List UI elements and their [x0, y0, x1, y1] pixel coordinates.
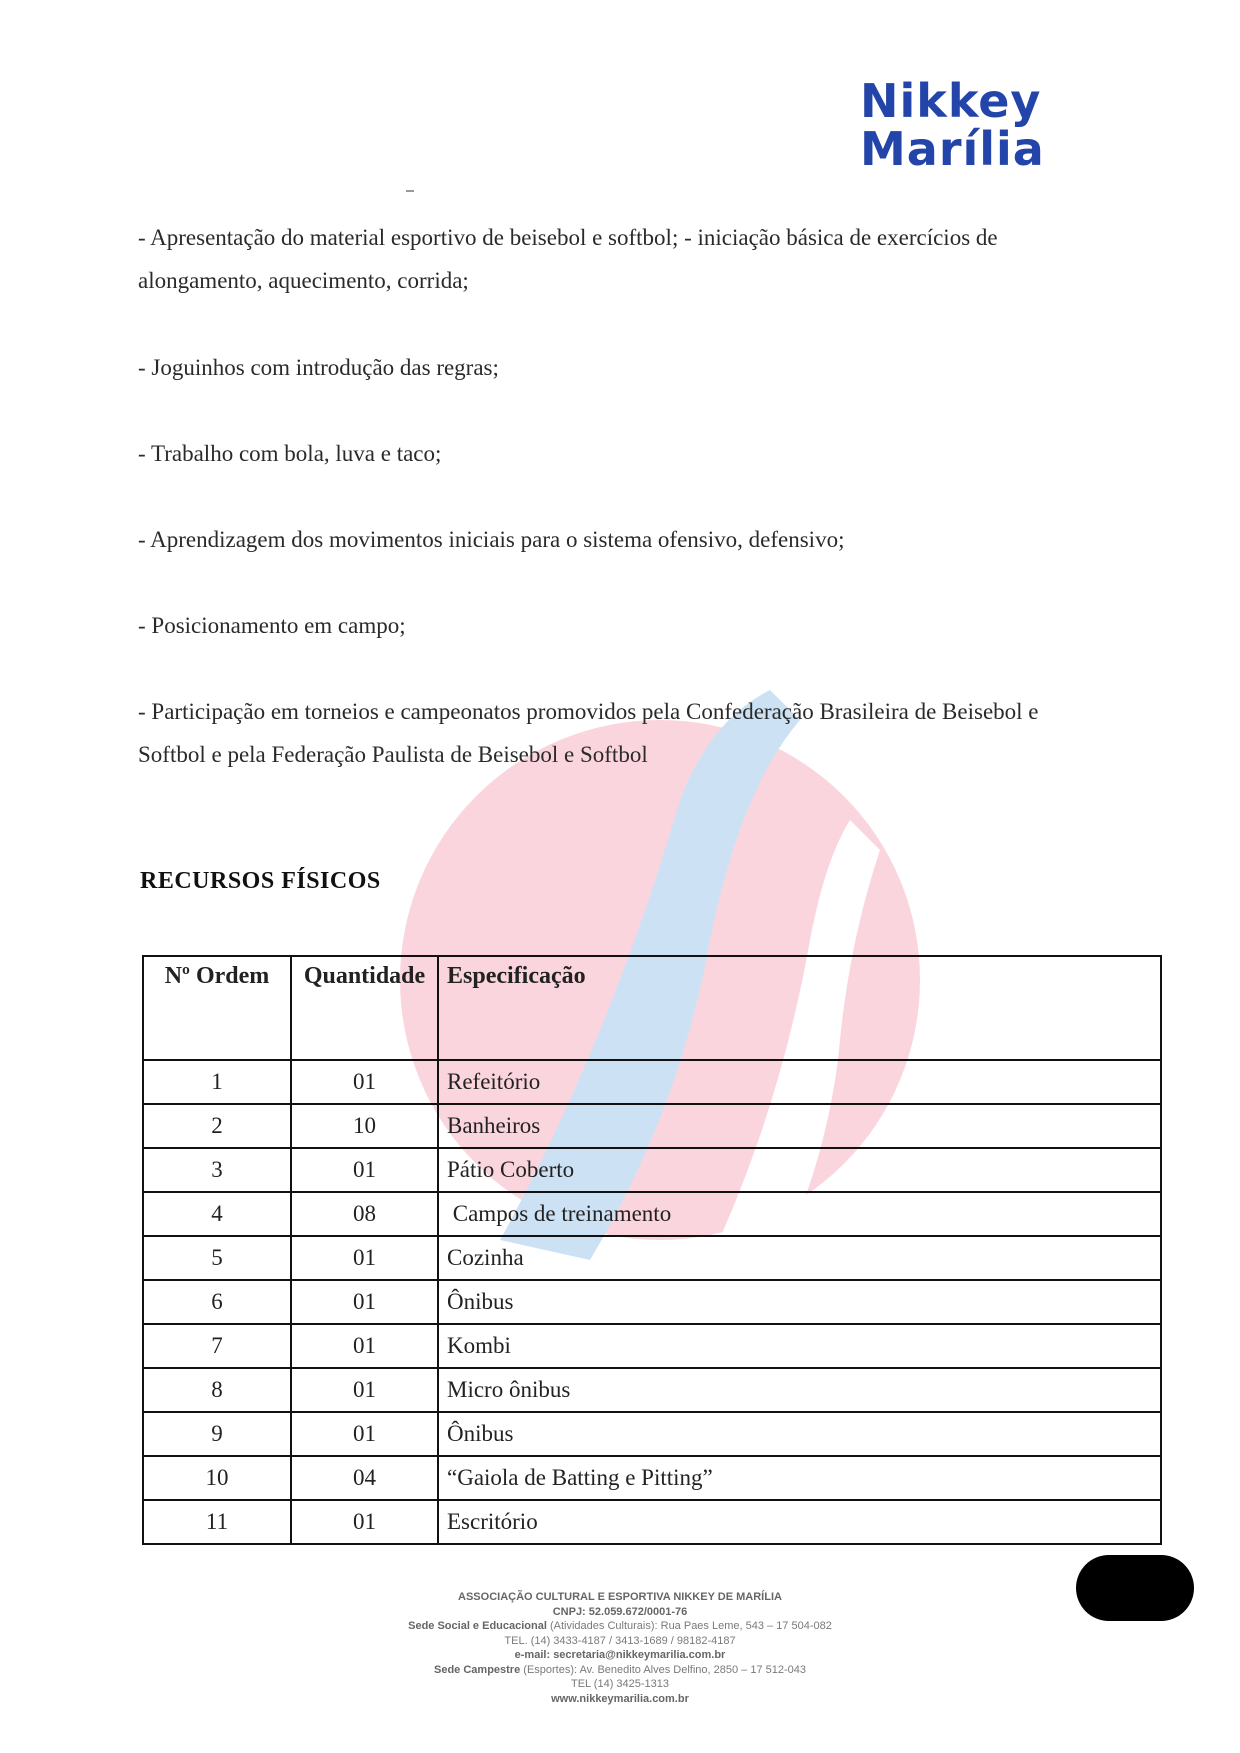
cell-especificacao: Cozinha	[438, 1236, 1161, 1280]
table-row	[143, 1236, 1161, 1280]
footer-website: www.nikkeymarilia.com.br	[551, 1692, 689, 1705]
cell-especificacao: Ônibus	[438, 1412, 1161, 1456]
logo-line-2: Marília	[860, 122, 1045, 176]
footer-sede-campestre	[300, 1663, 940, 1678]
footer-sede-social-label: Sede Social e Educacional	[408, 1620, 547, 1632]
paragraph-posicionamento: - Posicionamento em campo;	[138, 613, 406, 638]
table-row	[143, 1148, 1161, 1192]
paragraph-participacao: - Participação em torneios e campeonatos promovidos pela Confederação Brasileira de Beisebol e Softbol e pela Federação Paulista de Beisebol e Softbol	[138, 699, 1039, 767]
cell-ordem: 5	[143, 1236, 291, 1280]
footer-tel-2: TEL (14) 3425-1313	[570, 1678, 670, 1690]
cell-quantidade: 01	[291, 1500, 438, 1544]
footer-sede-campestre-label: Sede Campestre	[434, 1663, 521, 1676]
resources-table	[142, 955, 1162, 1545]
cell-especificacao: Pátio Coberto	[438, 1148, 1161, 1192]
cell-ordem: 10	[143, 1456, 291, 1500]
cell-quantidade: 04	[291, 1456, 438, 1500]
cell-ordem: 6	[143, 1280, 291, 1324]
header-especificacao: Especificação	[438, 956, 1161, 1060]
section-heading: RECURSOS FÍSICOS	[140, 868, 381, 894]
footer-email: secretaria@nikkeymarilia.com.br	[553, 1649, 726, 1661]
table-row	[143, 1104, 1161, 1148]
cell-especificacao: Kombi	[438, 1324, 1161, 1368]
cell-ordem: 9	[143, 1412, 291, 1456]
footer-sede-social-text: (Atividades Culturais): Rua Paes Leme, 543 – 17 504-082	[549, 1620, 832, 1632]
cell-quantidade: 01	[291, 1148, 438, 1192]
cell-ordem: 2	[143, 1104, 291, 1148]
footer	[300, 1590, 940, 1706]
cell-ordem: 11	[143, 1500, 291, 1544]
header-ordem: Nº Ordem	[143, 956, 291, 1060]
footer-sede-social	[300, 1619, 940, 1634]
redaction-blob	[1076, 1555, 1194, 1621]
footer-email-label: e-mail:	[514, 1649, 551, 1661]
header-quantidade: Quantidade	[291, 956, 438, 1060]
table-row	[143, 1456, 1161, 1500]
table-row	[143, 1280, 1161, 1324]
table-row	[143, 1324, 1161, 1368]
table-row	[143, 1500, 1161, 1544]
cell-especificacao: Banheiros	[438, 1104, 1161, 1148]
cell-quantidade: 01	[291, 1280, 438, 1324]
table-row	[143, 1192, 1161, 1236]
cell-especificacao: Campos de treinamento	[438, 1192, 1161, 1236]
table-row	[143, 1060, 1161, 1104]
cell-ordem: 4	[143, 1192, 291, 1236]
footer-email-line	[300, 1648, 940, 1663]
paragraph-material: - Apresentação do material esportivo de beisebol e softbol; - iniciação básica de exercícios de alongamento, aquecimento, corrida;	[138, 225, 998, 293]
cell-especificacao: Refeitório	[438, 1060, 1161, 1104]
cell-ordem: 7	[143, 1324, 291, 1368]
cell-especificacao: Escritório	[438, 1500, 1161, 1544]
cell-ordem: 3	[143, 1148, 291, 1192]
paragraph-aprendizagem: - Aprendizagem dos movimentos iniciais para o sistema ofensivo, defensivo;	[138, 527, 845, 552]
table-row	[143, 1412, 1161, 1456]
nikkey-marilia-logo	[860, 74, 1045, 176]
paragraph-joguinhos: - Joguinhos com introdução das regras;	[138, 355, 499, 380]
cell-quantidade: 01	[291, 1412, 438, 1456]
footer-cnpj: CNPJ: 52.059.672/0001-76	[552, 1605, 688, 1618]
table-row	[143, 1368, 1161, 1412]
footer-tel-1: TEL. (14) 3433-4187 / 3413-1689 / 98182-4187	[504, 1634, 736, 1647]
cell-quantidade: 10	[291, 1104, 438, 1148]
cell-quantidade: 01	[291, 1368, 438, 1412]
footer-org: ASSOCIAÇÃO CULTURAL E ESPORTIVA NIKKEY DE MARÍLIA	[458, 1591, 782, 1603]
table-header-row	[143, 956, 1161, 1060]
paragraph-trabalho: - Trabalho com bola, luva e taco;	[138, 441, 442, 466]
scan-mark	[406, 190, 414, 192]
logo-line-1: Nikkey	[860, 74, 1042, 128]
cell-quantidade: 01	[291, 1324, 438, 1368]
cell-especificacao: “Gaiola de Batting e Pitting”	[438, 1456, 1161, 1500]
cell-ordem: 1	[143, 1060, 291, 1104]
cell-especificacao: Ônibus	[438, 1280, 1161, 1324]
cell-ordem: 8	[143, 1368, 291, 1412]
cell-especificacao: Micro ônibus	[438, 1368, 1161, 1412]
cell-quantidade: 01	[291, 1060, 438, 1104]
cell-quantidade: 08	[291, 1192, 438, 1236]
footer-sede-campestre-text: (Esportes): Av. Benedito Alves Delfino, 2850 – 17 512-043	[523, 1663, 806, 1676]
cell-quantidade: 01	[291, 1236, 438, 1280]
